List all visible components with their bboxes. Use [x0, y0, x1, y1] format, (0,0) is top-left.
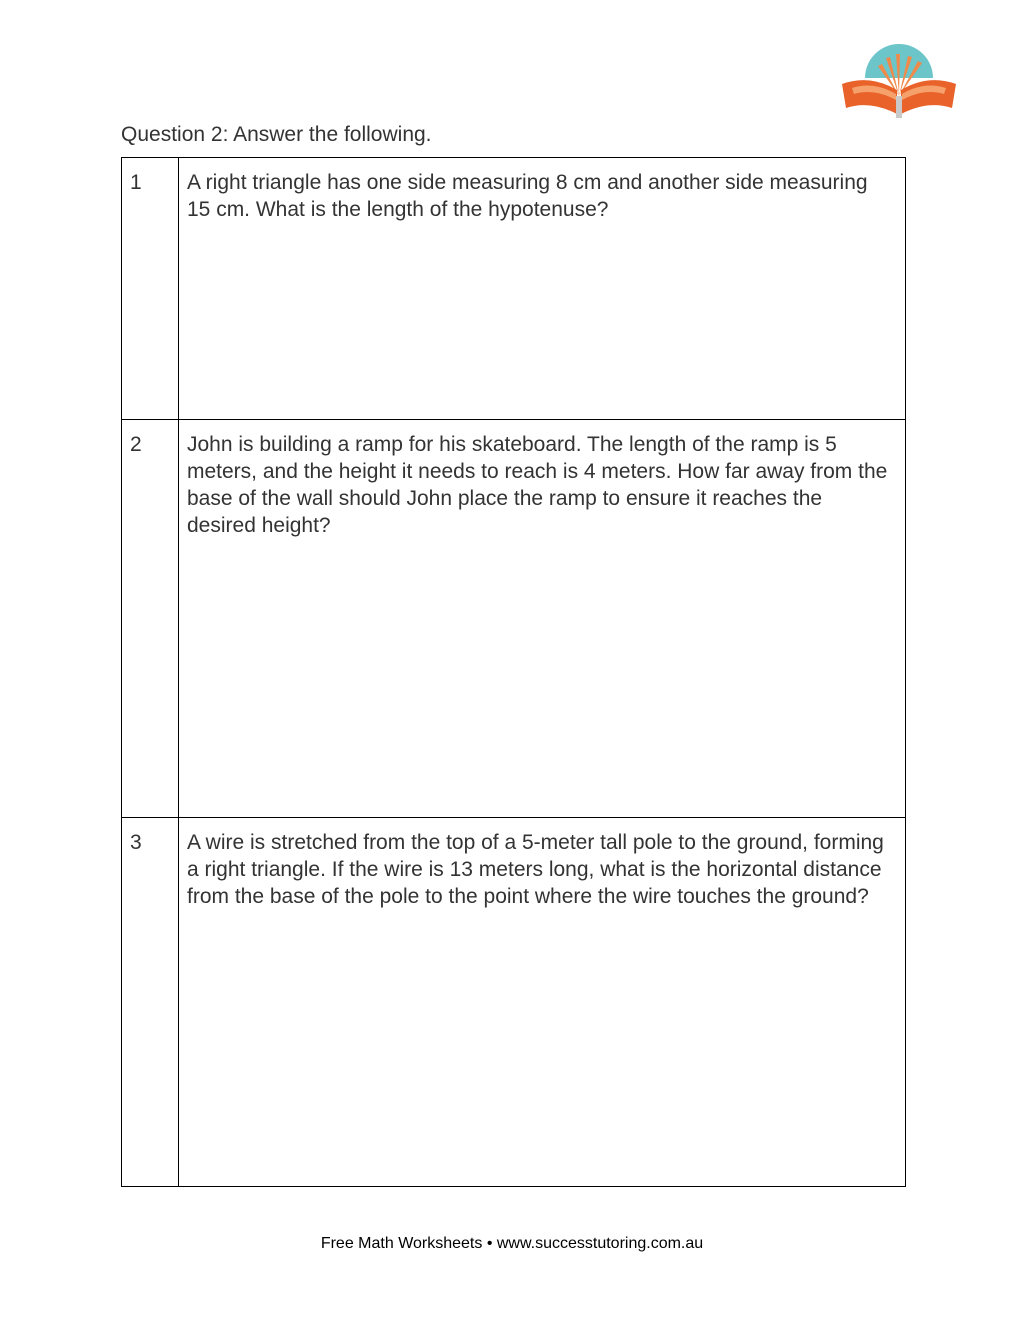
question-text: A right triangle has one side measuring 8 cm and another side measuring 15 cm. What is the length of the hypotenuse?	[179, 158, 906, 420]
question-text: A wire is stretched from the top of a 5-meter tall pole to the ground, forming a right triangle. If the wire is 13 meters long, what is the horizontal distance from the base of the pole to the point where the wire touches the ground?	[179, 818, 906, 1187]
page-footer: Free Math Worksheets • www.successtutoring.com.au	[320, 1235, 704, 1252]
question-number: 2	[122, 420, 179, 818]
question-row	[122, 420, 906, 818]
question-number: 3	[122, 818, 179, 1187]
worksheet-heading: Question 2: Answer the following.	[121, 123, 432, 146]
questions-table	[121, 157, 906, 1187]
question-row	[122, 158, 906, 420]
question-number: 1	[122, 158, 179, 420]
question-text: John is building a ramp for his skateboard. The length of the ramp is 5 meters, and the height it needs to reach is 4 meters. How far away from the base of the wall should John place the ramp to ensure it reaches the desired height?	[179, 420, 906, 818]
open-book-sun-icon	[838, 44, 960, 120]
question-row	[122, 818, 906, 1187]
